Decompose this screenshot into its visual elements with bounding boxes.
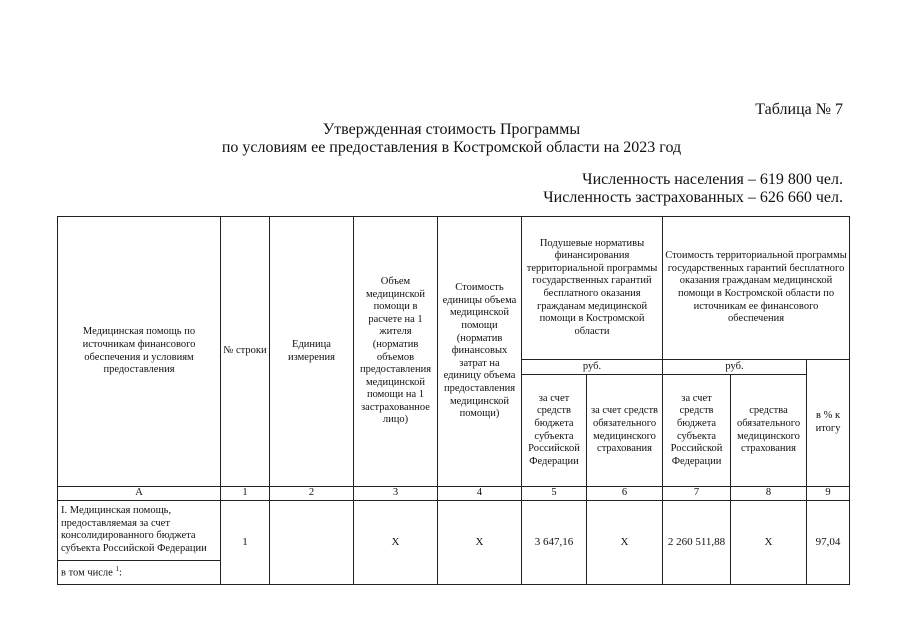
index-cell: 4 bbox=[438, 487, 522, 501]
row-1-per-capita-budget: 3 647,16 bbox=[522, 500, 587, 584]
row-1-total-budget: 2 260 511,88 bbox=[663, 500, 731, 584]
index-cell: 7 bbox=[663, 487, 731, 501]
index-cell: 3 bbox=[354, 487, 438, 501]
header-total-cost-group: Стоимость территориальной программы государственных гарантий бесплатного оказания гражданам медицинской помощи в Костромской области по источникам ее финансового обеспечения bbox=[663, 217, 850, 360]
document-title-line-2: по условиям ее предоставления в Костромской области на 2023 год bbox=[221, 139, 682, 156]
population-count: Численность населения – 619 800 чел. bbox=[582, 171, 843, 188]
document-title-line-1: Утвержденная стоимость Программы bbox=[322, 121, 581, 138]
index-cell: 1 bbox=[221, 487, 270, 501]
row-2-name bbox=[58, 560, 221, 584]
row-1-volume: X bbox=[354, 500, 438, 584]
unit-rub-total: руб. bbox=[663, 360, 807, 375]
index-cell: 8 bbox=[731, 487, 807, 501]
cost-table bbox=[57, 216, 850, 585]
row-2-label: в том числе bbox=[61, 567, 113, 579]
header-per-capita-oms: за счет средств обязательного медицинского страхования bbox=[587, 375, 663, 487]
header-percent: в % к итогу bbox=[807, 360, 850, 487]
row-2-colon: : bbox=[118, 567, 122, 579]
header-unit-cost: Стоимость единицы объема медицинской помощи (норматив финансовых затрат на единицу объема предоставления медицинской помощи) bbox=[438, 217, 522, 487]
table-number: Таблица № 7 bbox=[755, 101, 843, 118]
row-1-unit bbox=[270, 500, 354, 584]
header-services: Медицинская помощь по источникам финансового обеспечения и условиям предоставления bbox=[58, 217, 221, 487]
index-cell: 6 bbox=[587, 487, 663, 501]
insured-count: Численность застрахованных – 626 660 чел. bbox=[543, 189, 843, 206]
row-1-cost: X bbox=[438, 500, 522, 584]
index-cell: 2 bbox=[270, 487, 354, 501]
row-1-number: 1 bbox=[221, 500, 270, 584]
footnote-marker: 1 bbox=[115, 564, 119, 573]
header-total-budget: за счет средств бюджета субъекта Российской Федерации bbox=[663, 375, 731, 487]
index-cell: 9 bbox=[807, 487, 850, 501]
row-1-total-oms: X bbox=[731, 500, 807, 584]
row-1-name: I. Медицинская помощь, предоставляемая за счет консолидированного бюджета субъекта Российской Федерации bbox=[58, 500, 221, 560]
header-per-capita-budget: за счет средств бюджета субъекта Российской Федерации bbox=[522, 375, 587, 487]
index-cell: А bbox=[58, 487, 221, 501]
header-row-number: № строки bbox=[221, 217, 270, 487]
index-cell: 5 bbox=[522, 487, 587, 501]
header-total-oms: средства обязательного медицинского страхования bbox=[731, 375, 807, 487]
unit-rub-per-capita: руб. bbox=[522, 360, 663, 375]
row-1-percent: 97,04 bbox=[807, 500, 850, 584]
header-volume: Объем медицинской помощи в расчете на 1 жителя (норматив объемов предоставления медицинской помощи на 1 застрахованное лицо) bbox=[354, 217, 438, 487]
header-per-capita-group: Подушевые нормативы финансирования территориальной программы государственных гарантий бесплатного оказания гражданам медицинской помощи в Костромской области bbox=[522, 217, 663, 360]
row-1-per-capita-oms: X bbox=[587, 500, 663, 584]
header-unit: Единица измерения bbox=[270, 217, 354, 487]
